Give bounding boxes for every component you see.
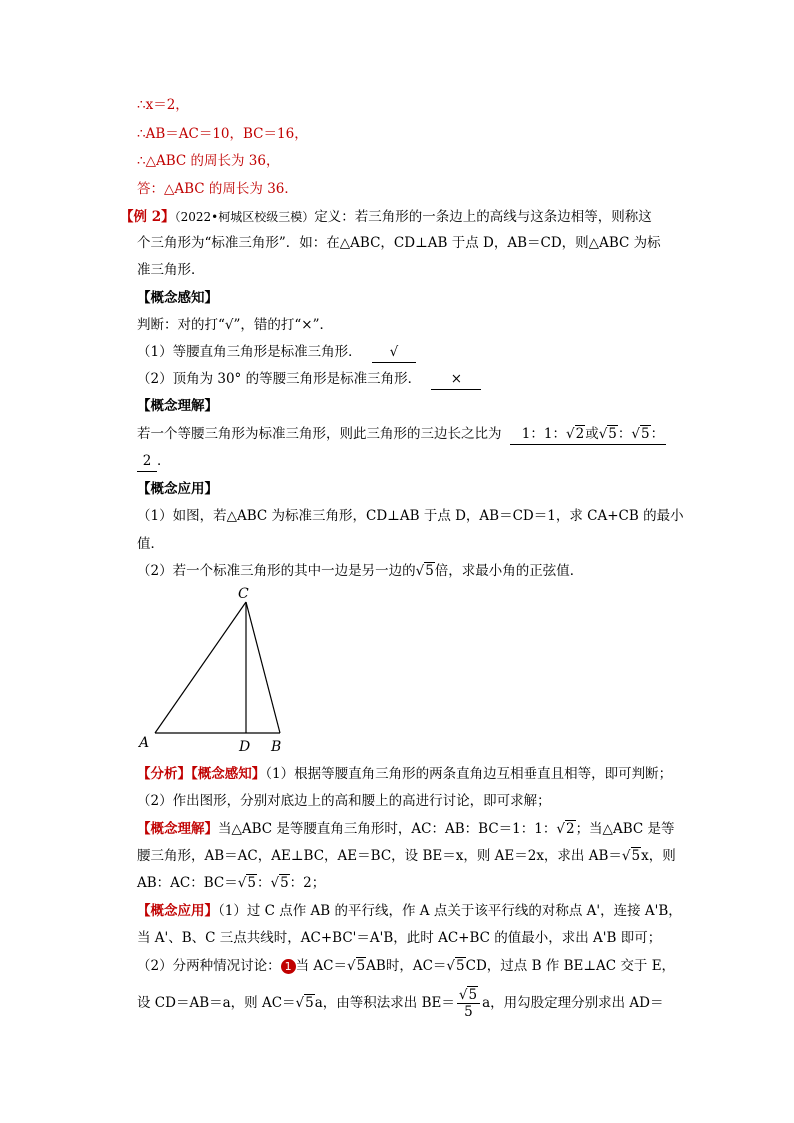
label-b: B bbox=[271, 739, 282, 755]
analysis-line-8 bbox=[137, 956, 675, 976]
analysis-p3a: 当△ABC 是等腰直角三角形时，AC：AB：BC＝1：1： bbox=[218, 821, 557, 837]
fraction-numerator-value: 5 bbox=[468, 987, 478, 1003]
analysis-p8d: CD，过点 B 作 BE⊥AC 交于 E， bbox=[465, 958, 676, 974]
sqrt-5-p8b: √5 bbox=[446, 958, 465, 974]
analysis-line-7: 当 A'、B、C 三点共线时，AC+BC'＝A'B，此时 AC+BC 的值最小，求出 A'B 即可； bbox=[137, 930, 662, 946]
analysis-p1: （1）根据等腰直角三角形的两条直角边互相垂直且相等，即可判断； bbox=[265, 766, 673, 782]
judge-instruction: 判断：对的打“√”，错的打“×”． bbox=[137, 317, 334, 333]
side-bc bbox=[246, 602, 280, 733]
example-source: （2022•柯城区校级三模） bbox=[174, 210, 315, 224]
sqrt-5-p9-value: 5 bbox=[305, 995, 314, 1011]
sqrt-5-q5-value: 5 bbox=[425, 563, 434, 579]
sqrt-5-p5a-value: 5 bbox=[247, 875, 256, 891]
analysis-p8a: （2）分两种情况讨论： bbox=[137, 958, 281, 974]
analysis-line-6 bbox=[137, 901, 682, 921]
sqrt-5-p8a: √5 bbox=[346, 958, 366, 974]
analysis-p4a: 腰三角形，AB＝AC，AE⊥BC，AE＝BC，设 BE＝x，则 AE＝2x，求出 AB＝ bbox=[137, 848, 622, 864]
question-3 bbox=[137, 424, 666, 445]
analysis-line-1 bbox=[137, 764, 672, 784]
label-a: A bbox=[139, 735, 150, 751]
fraction-sqrt5-over-5 bbox=[457, 987, 480, 1020]
analysis-tag-2: 【概念理解】 bbox=[137, 821, 218, 837]
analysis-line-3 bbox=[137, 819, 675, 839]
question-1 bbox=[137, 342, 416, 363]
answer-3-prefix: 1：1： bbox=[521, 426, 566, 442]
example-tag: 【例 2】 bbox=[120, 209, 175, 225]
sqrt-5-p5b: √5 bbox=[270, 875, 289, 891]
question-5-post: 倍，求最小角的正弦值． bbox=[434, 563, 584, 579]
question-4-line-1: （1）如图，若△ABC 为标准三角形，CD⊥AB 于点 D，AB＝CD＝1，求 CA+CB 的最小 bbox=[137, 508, 684, 524]
analysis-tag: 【分析】【概念感知】 bbox=[137, 766, 266, 782]
fraction-denominator: 5 bbox=[464, 1004, 473, 1020]
analysis-p8c: AB时，AC＝ bbox=[366, 958, 447, 974]
answer-1: √ bbox=[372, 342, 416, 363]
sqrt-5-b-value: 5 bbox=[641, 426, 650, 442]
question-4-line-2: 值． bbox=[137, 536, 164, 552]
analysis-p9a: 设 CD＝AB＝a，则 AC＝ bbox=[137, 995, 296, 1011]
sqrt-5-p4: √5 bbox=[621, 848, 641, 864]
label-d: D bbox=[239, 739, 251, 755]
circled-number-icon: 1 bbox=[281, 959, 296, 974]
analysis-p5a: AB：AC：BC＝ bbox=[137, 875, 238, 891]
analysis-p6: （1）过 C 点作 AB 的平行线，作 A 点关于该平行线的对称点 A'，连接 A'B， bbox=[218, 903, 682, 919]
sqrt-5-b: √5 bbox=[631, 426, 650, 442]
fraction-numerator: √5 bbox=[457, 987, 480, 1004]
side-ac bbox=[155, 602, 246, 733]
sqrt-5-p8a-value: 5 bbox=[356, 958, 366, 974]
answer-2: × bbox=[431, 369, 481, 390]
analysis-line-9 bbox=[137, 986, 664, 1020]
analysis-p8b: 当 AC＝ bbox=[295, 958, 347, 974]
question-5 bbox=[137, 561, 583, 581]
answer-3-sep: ： bbox=[617, 426, 632, 442]
example-def-line-1 bbox=[120, 207, 652, 227]
sqrt-5-p5a: √5 bbox=[237, 875, 256, 891]
question-2 bbox=[137, 369, 481, 390]
question-3-text: 若一个等腰三角形为标准三角形，则此三角形的三边长之比为 bbox=[137, 426, 502, 442]
sqrt-2-analysis: √2 bbox=[556, 821, 575, 837]
sqrt-5-q5: √5 bbox=[415, 563, 434, 579]
sqrt-5-a: √5 bbox=[598, 426, 617, 442]
solution-line-2: ∴AB＝AC＝10，BC＝16， bbox=[137, 126, 308, 142]
analysis-tag-3: 【概念应用】 bbox=[137, 903, 218, 919]
question-3-cont bbox=[137, 451, 171, 472]
answer-3-last: 2 bbox=[137, 451, 157, 472]
sqrt-5-p8b-value: 5 bbox=[456, 958, 465, 974]
solution-line-3: ∴△ABC 的周长为 36， bbox=[137, 153, 280, 169]
example-def-line-2: 个三角形为“标准三角形”．如：在△ABC，CD⊥AB 于点 D，AB＝CD，则△ABC 为标 bbox=[137, 235, 661, 251]
section-concept-understanding: 【概念理解】 bbox=[137, 398, 218, 414]
example-def-text: 定义：若三角形的一条边上的高线与这条边相等，则称这 bbox=[314, 209, 652, 225]
analysis-p9c: a，用勾股定理分别求出 AD＝ bbox=[482, 995, 664, 1011]
analysis-p4b: x，则 bbox=[641, 848, 676, 864]
answer-3 bbox=[510, 424, 666, 445]
solution-line-1: ∴x＝2， bbox=[137, 97, 189, 113]
analysis-p9b: a，由等积法求出 BE＝ bbox=[314, 995, 455, 1011]
answer-3-end: ． bbox=[157, 453, 171, 469]
sqrt-5-p5b-value: 5 bbox=[280, 875, 289, 891]
answer-3-or: 或 bbox=[585, 426, 599, 442]
sqrt-5-p9: √5 bbox=[295, 995, 314, 1011]
analysis-p3b: ；当△ABC 是等 bbox=[575, 821, 675, 837]
question-2-text: （2）顶角为 30° 的等腰三角形是标准三角形． bbox=[137, 371, 422, 387]
sqrt-5-a-value: 5 bbox=[608, 426, 617, 442]
example-def-line-3: 准三角形． bbox=[137, 262, 205, 278]
section-concept-perception: 【概念感知】 bbox=[137, 290, 218, 306]
analysis-line-4 bbox=[137, 846, 676, 866]
sqrt-2: √2 bbox=[565, 426, 585, 442]
question-5-pre: （2）若一个标准三角形的其中一边是另一边的 bbox=[137, 563, 416, 579]
sqrt-5-p4-value: 5 bbox=[631, 848, 641, 864]
analysis-p5m: ： bbox=[256, 875, 271, 891]
question-1-text: （1）等腰直角三角形是标准三角形． bbox=[137, 344, 362, 360]
answer-3-colon: ： bbox=[650, 426, 665, 442]
section-concept-application: 【概念应用】 bbox=[137, 481, 218, 497]
sqrt-2-value: 2 bbox=[575, 426, 585, 442]
analysis-p5b: ：2； bbox=[289, 875, 326, 891]
analysis-line-2: （2）作出图形，分别对底边上的高和腰上的高进行讨论，即可求解； bbox=[137, 793, 551, 809]
analysis-line-5 bbox=[137, 873, 325, 893]
sqrt-2-analysis-value: 2 bbox=[565, 821, 575, 837]
label-c: C bbox=[238, 586, 249, 602]
solution-line-4: 答：△ABC 的周长为 36． bbox=[137, 181, 298, 197]
